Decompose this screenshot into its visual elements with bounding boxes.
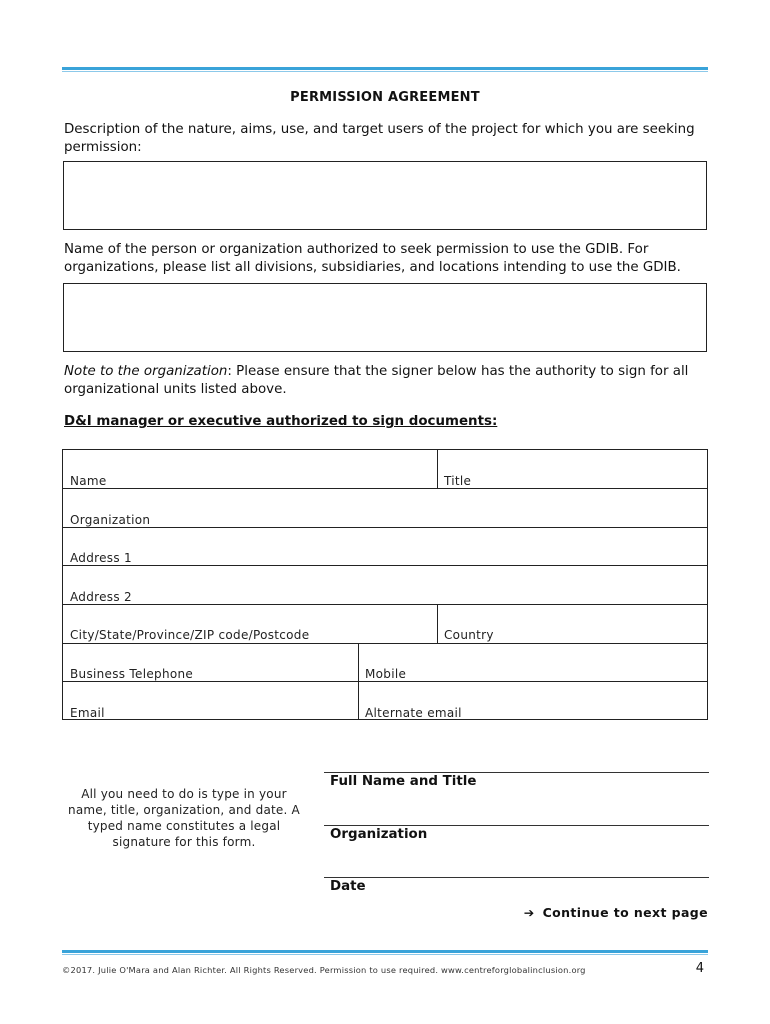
email-field[interactable]: Email: [70, 706, 105, 720]
organization-field[interactable]: Organization: [70, 513, 151, 527]
arrow-right-icon: ➔: [523, 905, 535, 920]
header-rule: [62, 67, 708, 72]
note-label: Note to the organization: [64, 364, 228, 379]
organization-label[interactable]: Organization: [330, 827, 428, 842]
organization-note: [64, 363, 710, 399]
footer-rule: [62, 950, 708, 955]
signature-line-organization: [324, 825, 709, 826]
continue-link[interactable]: [524, 905, 708, 920]
note-text: : Please ensure that the signer below has the authority to sign for all organizational units listed above.: [64, 364, 689, 397]
address1-field[interactable]: Address 1: [70, 551, 132, 565]
name-field[interactable]: Name: [70, 474, 107, 488]
mobile-field[interactable]: Mobile: [365, 667, 407, 681]
page-number: 4: [695, 961, 704, 976]
page-title: PERMISSION AGREEMENT: [290, 90, 480, 105]
title-field[interactable]: Title: [444, 474, 472, 488]
business-telephone-field[interactable]: Business Telephone: [70, 667, 194, 681]
signature-instructions: All you need to do is type in your name, title, organization, and date. A typed name constitutes a legal signature for this form.: [68, 787, 300, 849]
footer-copyright: ©2017. Julie O'Mara and Alan Richter. All Rights Reserved. Permission to use required. www.centreforglobalinclusion.org: [62, 965, 586, 975]
description-field[interactable]: [63, 161, 707, 230]
city-field[interactable]: City/State/Province/ZIP code/Postcode: [70, 628, 310, 642]
organization-name-field[interactable]: [63, 283, 707, 352]
signature-line-date: [324, 877, 709, 878]
signature-line-full-name: [324, 772, 709, 773]
full-name-title-label[interactable]: Full Name and Title: [330, 774, 477, 789]
date-label[interactable]: Date: [330, 879, 366, 894]
country-field[interactable]: Country: [444, 628, 494, 642]
name-prompt: Name of the person or organization authorized to seek permission to use the GDIB. For organizations, please list all divisions, subsidiaries, and locations intending to use the GDIB.: [64, 242, 681, 275]
address2-field[interactable]: Address 2: [70, 590, 132, 604]
signer-info-table: [62, 449, 708, 720]
alternate-email-field[interactable]: Alternate email: [365, 706, 462, 720]
signer-section-heading: D&I manager or executive authorized to sign documents:: [64, 414, 498, 429]
description-prompt: Description of the nature, aims, use, and target users of the project for which you are seeking permission:: [64, 122, 695, 155]
continue-label: Continue to next page: [542, 905, 708, 920]
